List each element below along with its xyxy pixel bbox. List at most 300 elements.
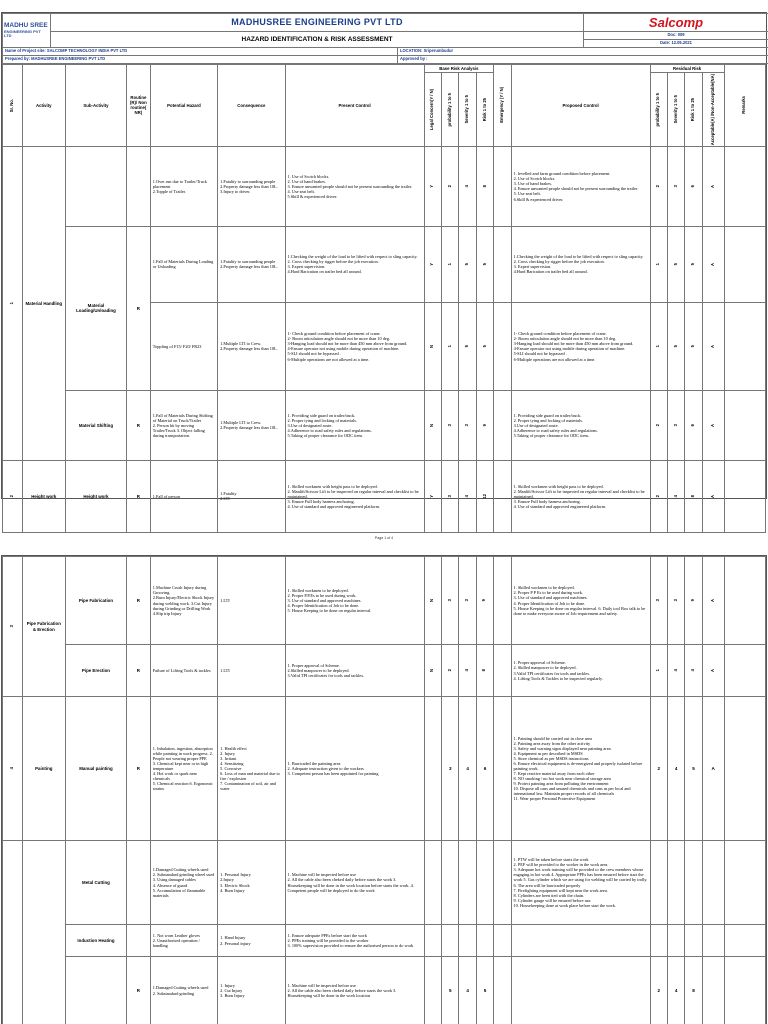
table-row <box>3 645 766 697</box>
company-name: MADHUSREE ENGINEERING PVT LTD <box>231 17 403 28</box>
cell-prob <box>442 390 459 460</box>
cell-present-control-text: 1. Skilled workmen with height pass to be deployed. 2. Manlift/Scissor Lift to be inspected on regular interval and checklist to be maintained. 3. Ensure Full body harness anchoring. 4. Use of standard and approved engineered platform. <box>287 483 419 509</box>
cell-sub-activity <box>66 557 127 645</box>
cell-sub-activity-text: Manual painting <box>79 765 113 771</box>
col-consequence-text: Consequence <box>237 102 266 108</box>
col-risk-text: Risk 1 to 25 <box>481 97 487 121</box>
col-consequence <box>218 64 285 146</box>
col-activity <box>22 64 65 146</box>
cell-rrrisk-text: 6 <box>690 424 696 427</box>
cell-rrprob-text: 2 <box>655 424 661 427</box>
cell-sev-text: 3 <box>464 424 470 427</box>
cell-legal-text: Y <box>429 263 435 266</box>
cell-rrrisk <box>685 226 702 302</box>
cell-prob <box>442 460 459 532</box>
cell-raccept <box>702 957 724 1024</box>
cell-rrsev-text: 5 <box>672 263 678 266</box>
cell-hazard <box>150 957 217 1024</box>
cell-rrsev-text: 3 <box>672 185 678 188</box>
cell-rrsev <box>668 226 685 302</box>
project-name: Name of Project site: SALCOMP TECHNOLOGY INDIA PVT LTD <box>3 47 398 55</box>
cell-present-control-text: 1. Providing side guard on trailer/truck. 2. Proper tying and locking of materials. 3.Use of designated route. 4.Adherence to road safety rules and regulations. 5.Taking of proper clearance for ODC item. <box>287 412 372 438</box>
cell-hazard-text: 1.Machine Crush Injury during Grooving. 2.Burn Injury/Electric Shock Injury during welding work. 3.Cut Injury during Grinding or Drilling Work 4.Slip trip Injury <box>152 585 215 616</box>
cell-sev <box>459 226 476 302</box>
cell-sub-activity-text: Induction Heating <box>77 937 115 943</box>
cell-risk-text: 8 <box>481 185 487 188</box>
cell-raccept-text: A <box>709 344 715 348</box>
cell-rrprob <box>650 460 667 532</box>
cell-sno-text: 1 <box>8 302 14 305</box>
cell-prob-text: 1 <box>446 263 452 266</box>
cell-rrsev <box>668 697 685 841</box>
cell-hazard-text: Failure of Lifting Tools & tackles <box>152 667 211 673</box>
cell-legal-text: N <box>429 423 435 427</box>
cell-proposed-control <box>511 460 650 532</box>
cell-proposed-control-text: 1. Proper approval of Scheme. 2. Skilled manpower to be deployed. 3.Valid TPI certificates for tools and tackles. 4. Lifting Tools & Tackles to be inspected regularly. <box>513 660 603 681</box>
cell-rrrisk <box>685 557 702 645</box>
cell-sev <box>459 957 476 1024</box>
cell-hazard <box>150 697 217 841</box>
cell-present-control <box>285 697 424 841</box>
cell-raccept-text: A <box>711 765 715 771</box>
cell-raccept <box>702 460 724 532</box>
cell-sub-activity <box>66 390 127 460</box>
cell-emergency <box>494 957 511 1024</box>
cell-rrsev <box>668 925 685 957</box>
table-row <box>3 226 766 302</box>
cell-proposed-control <box>511 302 650 390</box>
cell-legal <box>424 390 441 460</box>
cell-rremarks <box>724 697 766 841</box>
cell-consequence <box>218 146 285 226</box>
cell-consequence <box>218 957 285 1024</box>
cell-emergency <box>494 697 511 841</box>
cell-present-control <box>285 460 424 532</box>
cell-routine-text: R <box>136 765 140 771</box>
cell-hazard-text: 1. Inhalation, ingestion, absorption while painting in work progress. 2. People not wearing proper PPE 3. Chemical kept near or in high temperature 4. Hot work or spark near chemicals 5. Chemical reaction 6. Ergonomic strains <box>152 745 213 792</box>
cell-present-control-text: 1.Checking the weight of the load to be lifted with respect to sling capacity. 2. Cross checking by rigger before the job execution. 3. Expert supervision. 4.Hard Barication on trailer bed all around. <box>287 254 418 275</box>
cell-present-control-text: 1. Proper approval of Scheme. 2.Skilled manpower to be deployed. 3.Valid TPI certificates for tools and tackles. <box>287 662 365 679</box>
cell-hazard-text: 1.Over run due to Trailer/Truck placement 2.Topple of Trailer. <box>152 178 207 194</box>
cell-prob <box>442 697 459 841</box>
cell-rremarks <box>724 841 766 925</box>
cell-sev-text: 4 <box>464 185 470 188</box>
cell-raccept-text: A <box>709 668 715 673</box>
cell-sub-activity <box>66 925 127 957</box>
cell-rrrisk-text: 9 <box>690 599 696 602</box>
col-prob-text: probability 1 to 5 <box>446 92 452 127</box>
cell-risk <box>476 645 493 697</box>
cell-consequence-text: 1.Fatality 2.LTI <box>220 491 237 502</box>
cell-sub-activity-text: Material Shifting <box>78 422 114 428</box>
cell-sev <box>459 841 476 925</box>
cell-activity-text: Pipe Fabrication & Erection <box>26 621 61 632</box>
cell-activity <box>22 697 65 841</box>
cell-routine-text: R <box>136 667 140 673</box>
col-base-risk-text: Base Risk Analysis <box>439 65 479 71</box>
cell-rrrisk-text: 4 <box>690 669 696 672</box>
cell-hazard <box>150 925 217 957</box>
header-table <box>2 13 768 64</box>
cell-legal <box>424 645 441 697</box>
cell-routine <box>126 226 150 390</box>
cell-raccept-text: A <box>709 184 715 188</box>
cell-raccept-text: A <box>709 423 715 427</box>
cell-raccept <box>702 226 724 302</box>
cell-present-control-text: 1. Machine will be inspected before use 2. All the cable also been cheked daily before starts the work 3. Housekeeping will be done in the work location <box>287 982 397 999</box>
col-remarks <box>724 64 765 146</box>
cell-sno <box>3 841 23 1024</box>
cell-risk-text: 5 <box>481 263 487 266</box>
cell-sev <box>459 697 476 841</box>
col-prob <box>442 72 459 146</box>
cell-present-control-text: 1- Check ground condition before placement of crane. 2- Boom articulation angle should not be more than 10 deg. 3-Hanging load should not be more than 450 mm above from ground. 4-Ensure operator not using mobile during operation of machine. 5-SLI should not be bypassed . 6-Multiple operations are not allowed at a time. <box>287 331 408 362</box>
cell-hazard <box>150 226 217 302</box>
cell-legal <box>424 841 441 925</box>
col-routine-text: Routine (R)/ Non routine( NR) <box>129 95 147 116</box>
cell-rrsev-text: 4 <box>672 495 678 498</box>
col-sno <box>3 64 23 146</box>
prepared-by: Prepared by: MADHUSREE ENGINEERING PVT LTD <box>3 55 398 63</box>
cell-consequence <box>218 557 285 645</box>
cell-prob <box>442 557 459 645</box>
cell-rrrisk-text: 8 <box>690 495 696 498</box>
cell-rrprob <box>650 557 667 645</box>
cell-rremarks <box>724 925 766 957</box>
cell-risk-text: 8 <box>481 669 487 672</box>
cell-rrrisk-text: 5 <box>690 345 696 348</box>
cell-sev <box>459 557 476 645</box>
col-accept-text: Acceptable(A) /Non-Acceptable(NA) <box>709 73 715 145</box>
cell-proposed-control-text: 1. Skilled workmen with height pass to be deployed. 2. Manlift/Scissor Lift to be inspected on regular interval and checklist to be maintained. 3. Ensure Full body harness anchoring. 4. Use of standard and approved engineered platform. <box>513 483 645 509</box>
cell-consequence <box>218 302 285 390</box>
cell-hazard <box>150 645 217 697</box>
cell-legal-text: Y <box>429 495 435 498</box>
cell-rrrisk <box>685 957 702 1024</box>
cell-activity-text: Painting <box>35 765 53 771</box>
cell-rrrisk <box>685 302 702 390</box>
cell-routine <box>126 645 150 697</box>
col-residual-risk <box>650 64 724 72</box>
cell-sub-activity-text: Pipe Fabrication <box>78 597 114 603</box>
cell-emergency <box>494 557 511 645</box>
cell-consequence <box>218 460 285 532</box>
cell-rrprob-text: 2 <box>657 765 661 771</box>
cell-risk <box>476 925 493 957</box>
col-rrisk <box>685 72 702 146</box>
col-rsev <box>668 72 685 146</box>
cell-consequence <box>218 925 285 957</box>
cell-present-control-text: 1. Skilled workmen to be deployed. 2. Proper P.P.Es to be used during work. 3. Use of standard and approved machines. 4. Proper Identification of Job to be done. 5. House Keeping to be done on regular interval. <box>287 587 372 614</box>
cell-prob-text: 3 <box>448 765 452 771</box>
cell-routine <box>126 925 150 957</box>
cell-proposed-control <box>511 957 650 1024</box>
cell-sub-activity-text: Height work <box>83 493 109 499</box>
cell-risk <box>476 957 493 1024</box>
cell-consequence-text: 1. Health effect 2. Injury 3. Irritant 4. Sensitizing 5. Corrosive 6. Loss of man and material due to fire / explosion 7. Contamination of soil, air and water <box>220 745 280 792</box>
cell-present-control <box>285 302 424 390</box>
cell-hazard <box>150 390 217 460</box>
cell-consequence-text: 1. Injury 2. Cut Injury 3. Burn Injury <box>220 982 245 999</box>
cell-raccept <box>702 645 724 697</box>
col-sno-text: Sr. No. <box>8 98 14 112</box>
cell-rrprob-text: 2 <box>655 495 661 498</box>
cell-rrsev-text: 4 <box>672 669 678 672</box>
cell-consequence-text: 1.Multiple LTI to Crew. 2.Property damage less than 10L. <box>220 341 278 352</box>
cell-consequence-text: 1. Hand Injury 2. Personal injury <box>220 935 251 946</box>
cell-activity <box>22 557 65 697</box>
cell-consequence-text: 1.Multiple LTI to Crew. 2.Property damage less than 10L. <box>220 420 278 431</box>
cell-rrsev <box>668 146 685 226</box>
table-row <box>3 390 766 460</box>
cell-raccept-text: A <box>709 494 715 498</box>
col-remarks-text: Remarks <box>741 96 747 115</box>
cell-consequence-text: 1.Fatality to surrounding people 2.Property damage less than 10L. <box>220 259 278 270</box>
cell-prob <box>442 841 459 925</box>
cell-legal <box>424 460 441 532</box>
cell-sev-text: 5 <box>464 345 470 348</box>
cell-sno <box>3 460 23 532</box>
cell-risk-text: 9 <box>481 599 487 602</box>
cell-prob <box>442 957 459 1024</box>
page-footer: Page 1 of 4 <box>374 536 394 540</box>
cell-sub-activity <box>66 957 127 1024</box>
cell-proposed-control <box>511 226 650 302</box>
table-row <box>3 557 766 645</box>
cell-rrrisk <box>685 925 702 957</box>
col-rsev-text: Severity 1 to 5 <box>672 95 678 124</box>
cell-legal-text: N <box>429 668 435 673</box>
cell-raccept <box>702 557 724 645</box>
cell-consequence-text: 1.LTI <box>220 667 230 673</box>
cell-hazard-text: 1.Fall of Materials During Loading or Unloading <box>152 259 214 270</box>
cell-hazard-text: Toppling of F15/ F20/ FR23 <box>152 343 202 349</box>
cell-rrsev-text: 4 <box>674 765 678 771</box>
cell-prob <box>442 645 459 697</box>
cell-hazard <box>150 841 217 925</box>
cell-rrsev <box>668 302 685 390</box>
cell-rremarks <box>724 957 766 1024</box>
cell-raccept-text: A <box>709 598 715 603</box>
cell-proposed-control <box>511 390 650 460</box>
table-row <box>3 841 766 925</box>
cell-sub-activity-text: Material Loading/Unloading <box>76 303 116 314</box>
table-row <box>3 925 766 957</box>
document-title: HAZARD IDENTIFICATION & RISK ASSESSMENT <box>241 35 393 43</box>
cell-sev <box>459 925 476 957</box>
cell-rrsev-text: 3 <box>672 424 678 427</box>
cell-sno <box>3 557 23 697</box>
col-proposed-control <box>511 64 650 146</box>
col-rprob-text: probability 1 to 5 <box>655 92 661 127</box>
table-row <box>3 957 766 1024</box>
page-1 <box>1 12 767 509</box>
risk-table-page-1 <box>2 64 766 533</box>
cell-activity-text: Material Handling <box>25 300 63 306</box>
cell-rrprob-text: 1 <box>655 669 661 672</box>
cell-sub-activity <box>66 146 127 226</box>
cell-present-control-text: 1. Use of Scotch blocks. 2. Use of hand brakes. 3. Ensure unwanted people should not be present surrounding the trailer. 4. Use seat belt. 5.Skill & experienced driver. <box>287 173 413 199</box>
cell-proposed-control <box>511 146 650 226</box>
col-present-control-text: Present Control <box>338 102 371 108</box>
cell-routine-text: R <box>136 422 140 428</box>
cell-rrsev-text: 3 <box>672 599 678 602</box>
cell-rrprob <box>650 146 667 226</box>
cell-proposed-control-text: 1- Check ground condition before placement of crane. 2- Boom articulation angle should not be more than 10 deg. 3-Hanging load should not be more than 450 mm above from ground. 4-Ensure operator not using mobile during operation of machine. 5-SLI should not be bypassed . 6-Multiple operations are not allowed at a time. <box>513 331 634 362</box>
cell-sev-text: 4 <box>464 495 470 498</box>
col-rrisk-text: Risk 1 to 25 <box>690 97 696 121</box>
cell-rrsev <box>668 390 685 460</box>
cell-present-control <box>285 390 424 460</box>
cell-sub-activity <box>66 460 127 532</box>
cell-proposed-control-text: 1. Painting should be carried out in close area 2. Painting area away from the other activity 3. Safety and warning signs displayed near painting area. 4. Equipment as per described in MSDS 5. Store chemical as per MSDS instructions 6. Ensure electrical equipment is de-energized and properly isolated before painting work. 7. Kept reactive material away from each other 8. NO smoking / no hot work near chemical storage area 9. Protect painting area from polluting the environment 10. Dispose all cans and unused chemicals and cans as per local and international law. Maintain proper records of all chemicals 11. Wear proper Personal Protective Equipment <box>513 735 643 802</box>
col-legal <box>424 72 441 146</box>
cell-emergency <box>494 226 511 302</box>
col-hazard-text: Potential Hazard <box>167 102 201 108</box>
cell-sub-activity-text: Metal Cutting <box>82 879 110 885</box>
cell-activity-text: Height work <box>31 493 57 499</box>
cell-rremarks <box>724 460 765 532</box>
cell-sev-text: 4 <box>466 765 469 771</box>
cell-risk-text: 6 <box>483 765 487 771</box>
cell-routine <box>126 146 150 226</box>
cell-proposed-control-text: 1. PTW will be taken before starts the work 2. PEF will be provided to the worker in the work area. 3. Adequate hot work training will be provided to the crew members whose engaging in hot work 4. Appropriate PPEs has been ensured before start the work 5. Gas cylinder which we are using for welding will be carried by trolly. 6. The area will be barricaded properly 7. Firefighting equipment will kept near the work area. 8. Cylinders are been tied with the chain. 9. Cylinder gauge will be ensured before use. 10. Housekeeping done at work place before start the work. <box>513 857 648 908</box>
cell-rrprob-text: 1 <box>655 345 661 348</box>
cell-risk-text: 9 <box>481 424 487 427</box>
cell-rrprob <box>650 226 667 302</box>
cell-rrsev <box>668 557 685 645</box>
cell-risk <box>476 302 493 390</box>
cell-routine <box>126 390 150 460</box>
cell-emergency <box>494 841 511 925</box>
cell-sev <box>459 302 476 390</box>
cell-consequence-text: 1. Personal Injury 2.Injury 3. Electric Shock 4. Burn Injury <box>220 872 251 893</box>
cell-rrrisk <box>685 645 702 697</box>
cell-legal-text: N <box>429 598 435 603</box>
cell-present-control-text: 1. Ensure adequate PPEs before start the work 2. PPEs training will be provided to the worker 3. 100% supervision provided to ensure the authorised person to do work <box>287 932 414 949</box>
cell-emergency <box>494 925 511 957</box>
cell-rremarks <box>724 226 765 302</box>
col-base-risk <box>424 64 494 72</box>
cell-raccept <box>702 302 724 390</box>
cell-hazard-text: 1. Not worn Leather gloves 2. Unauthorised operation / handling <box>152 932 200 949</box>
cell-sev-text: 5 <box>464 263 470 266</box>
cell-raccept <box>702 390 724 460</box>
cell-legal <box>424 557 441 645</box>
cell-raccept <box>702 697 724 841</box>
cell-consequence <box>218 390 285 460</box>
cell-rrprob <box>650 390 667 460</box>
cell-proposed-control <box>511 697 650 841</box>
cell-rrrisk <box>685 460 702 532</box>
table-row <box>3 697 766 841</box>
cell-rremarks <box>724 557 766 645</box>
cell-sub-activity-text: Pipe Erection <box>81 667 110 673</box>
logo-right: Salcomp <box>648 15 704 30</box>
col-residual-risk-text: Residual Risk <box>673 65 702 71</box>
cell-sub-activity <box>66 697 127 841</box>
cell-rrprob <box>650 957 667 1024</box>
cell-rremarks <box>724 645 766 697</box>
cell-prob-text: 5 <box>448 987 452 993</box>
cell-prob-text: 3 <box>446 599 452 602</box>
cell-rrrisk-text: 5 <box>690 263 696 266</box>
cell-rrsev <box>668 841 685 925</box>
cell-sno-text: 4 <box>8 767 14 770</box>
cell-prob <box>442 925 459 957</box>
cell-proposed-control-text: 1. Skilled workmen to be deployed. 2. Proper P P Es to be used during work. 3. Use of standard and approved machines. 4. Proper Identification of Job to be done. 5. House Keeping to be done on regular interval. 6. Daily tool Box talk to be done to make everyone aware of Job requirement and safety. <box>513 585 646 616</box>
cell-routine <box>126 557 150 645</box>
cell-legal <box>424 697 441 841</box>
cell-sno-text: 2 <box>8 495 14 498</box>
cell-sev <box>459 146 476 226</box>
cell-emergency <box>494 146 511 226</box>
cell-consequence-text: 1.LTI <box>220 597 230 603</box>
col-activity-text: Activity <box>36 102 52 108</box>
cell-rrprob <box>650 841 667 925</box>
cell-sno <box>3 697 23 841</box>
cell-emergency <box>494 645 511 697</box>
cell-sev-text: 4 <box>466 987 469 993</box>
col-sub-activity-text: Sub-Activity <box>83 102 109 108</box>
cell-rrprob <box>650 645 667 697</box>
cell-risk <box>476 460 493 532</box>
col-routine <box>126 64 150 146</box>
cell-rrprob-text: 2 <box>655 185 661 188</box>
cell-hazard <box>150 557 217 645</box>
cell-present-control-text: 1. Machine will be inspected before use 2. All the cable also been cheked daily before starts the work 3. Housekeeping will be done in the work location before starts the work. 4. Competent people will be deployed to do the work <box>287 872 414 893</box>
cell-present-control <box>285 925 424 957</box>
cell-legal <box>424 925 441 957</box>
logo-left-line1: MADHU SREE <box>4 22 48 30</box>
cell-risk <box>476 390 493 460</box>
cell-present-control <box>285 841 424 925</box>
cell-proposed-control <box>511 925 650 957</box>
cell-present-control <box>285 226 424 302</box>
cell-hazard-text: 1.Damaged Cutting wheels used 2. Substandard grinding <box>152 985 209 996</box>
location: LOCATION: Sriperumbudur <box>398 47 768 55</box>
cell-activity <box>22 460 65 532</box>
table-row <box>3 146 766 226</box>
cell-hazard <box>150 146 217 226</box>
cell-rremarks <box>724 146 765 226</box>
cell-risk <box>476 146 493 226</box>
cell-risk-text: 12 <box>481 494 487 499</box>
cell-present-control <box>285 957 424 1024</box>
cell-sub-activity <box>66 226 127 390</box>
cell-present-control <box>285 146 424 226</box>
cell-rrrisk-text: 5 <box>692 765 695 771</box>
logo-left-line2: ENGINEERING PVT LTD <box>4 28 41 38</box>
cell-rrrisk-text: 8 <box>692 987 695 993</box>
cell-sev <box>459 390 476 460</box>
cell-proposed-control-text: 1.Checking the weight of the load to be lifted with respect to sling capacity. 2. Cross checking by rigger before the job execution. 3. Expert supervision. 4.Hard Barication on trailer bed all around. <box>513 254 644 275</box>
cell-emergency <box>494 390 511 460</box>
cell-rrrisk <box>685 390 702 460</box>
cell-present-control <box>285 557 424 645</box>
cell-rrprob <box>650 925 667 957</box>
col-risk <box>476 72 493 146</box>
cell-risk-text: 5 <box>481 345 487 348</box>
cell-sub-activity <box>66 645 127 697</box>
cell-rrsev-text: 4 <box>674 987 678 993</box>
cell-sev-text: 4 <box>464 669 470 672</box>
cell-routine-text: R <box>136 305 140 311</box>
cell-consequence <box>218 645 285 697</box>
cell-raccept <box>702 925 724 957</box>
cell-rrrisk <box>685 841 702 925</box>
cell-routine-text: R <box>136 493 140 499</box>
